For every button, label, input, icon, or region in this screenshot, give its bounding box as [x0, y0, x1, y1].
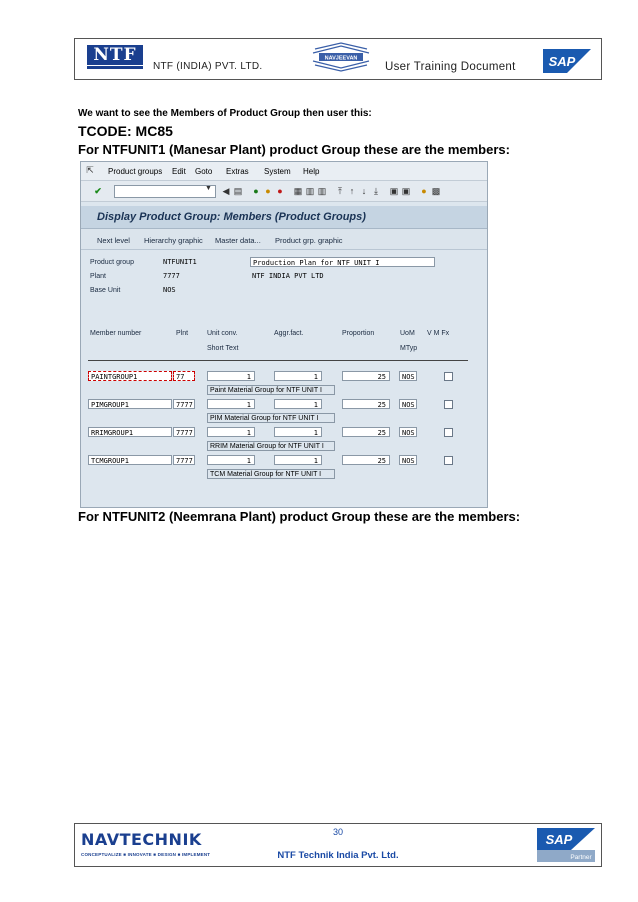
col-short-text: Short Text [207, 345, 239, 352]
menu-goto[interactable]: Goto [195, 167, 213, 176]
aggr-fact-field[interactable]: 1 [274, 399, 322, 409]
sap-partner-label: Partner [570, 854, 592, 861]
plant-cell[interactable]: 7777 [173, 427, 195, 437]
plant-label: Plant [90, 273, 106, 280]
col-unit-conv: Unit conv. [207, 330, 238, 337]
shortcut-icon[interactable]: ▣ [401, 186, 411, 196]
navjeevan-logo-text: NAVJEEVAN [324, 55, 358, 62]
base-unit-label: Base Unit [90, 287, 121, 294]
chevron-down-icon[interactable]: ▼ [205, 185, 212, 192]
tcode-heading: TCODE: MC85 [78, 123, 173, 139]
new-session-icon[interactable]: ▣ [389, 186, 399, 196]
proportion-field[interactable]: 25 [342, 371, 390, 381]
unit1-heading: For NTFUNIT1 (Manesar Plant) product Group these are the members: [78, 142, 510, 157]
back-icon[interactable]: ● [253, 186, 259, 196]
aggr-fact-field[interactable]: 1 [274, 455, 322, 465]
previous-page-icon[interactable]: ↑ [349, 186, 355, 196]
proportion-field[interactable]: 25 [342, 455, 390, 465]
col-plnt: Plnt [176, 330, 189, 337]
col-mtyp: MTyp [400, 345, 418, 352]
sap-screenshot [80, 161, 488, 508]
master-data-button[interactable]: Master data... [215, 236, 261, 245]
menu-edit[interactable]: Edit [172, 167, 186, 176]
product-group-label: Product group [90, 259, 134, 266]
fixed-checkbox[interactable] [444, 456, 453, 465]
plant-description: NTF INDIA PVT LTD [250, 271, 435, 281]
uom-field[interactable]: NOS [399, 427, 417, 437]
application-toolbar [81, 229, 487, 250]
unit2-heading: For NTFUNIT2 (Neemrana Plant) product Group these are the members: [78, 509, 521, 524]
short-text-field: PIM Material Group for NTF UNIT I [207, 413, 335, 423]
plant-cell[interactable]: 7777 [173, 399, 195, 409]
menu-product-groups[interactable]: Product groups [108, 167, 163, 176]
next-page-icon[interactable]: ↓ [361, 186, 367, 196]
base-unit-field: NOS [161, 285, 201, 295]
save-icon[interactable]: ▤ [233, 186, 243, 196]
ntf-logo-text: NTF [87, 45, 143, 65]
find-next-icon[interactable]: ▥ [317, 186, 327, 196]
header-company: NTF (INDIA) PVT. LTD. [153, 61, 263, 72]
cancel-icon[interactable]: ● [277, 186, 283, 196]
col-member-number: Member number [90, 330, 142, 337]
member-number-field[interactable]: TCMGROUP1 [88, 455, 172, 465]
short-text-field: TCM Material Group for NTF UNIT I [207, 469, 335, 479]
screen-title: Display Product Group: Members (Product Groups) [97, 211, 366, 223]
print-icon[interactable]: ▦ [293, 186, 303, 196]
fixed-checkbox[interactable] [444, 400, 453, 409]
uom-field[interactable]: NOS [399, 371, 417, 381]
sap-standard-toolbar [81, 181, 487, 202]
ntf-logo [87, 45, 143, 67]
uom-field[interactable]: NOS [399, 399, 417, 409]
fixed-checkbox[interactable] [444, 372, 453, 381]
col-vmfx: V M Fx [427, 330, 450, 337]
member-number-field[interactable]: PIMGROUP1 [88, 399, 172, 409]
enter-icon[interactable]: ✔ [94, 186, 102, 196]
product-group-field: NTFUNIT1 [161, 257, 239, 267]
proportion-field[interactable]: 25 [342, 427, 390, 437]
navtechnik-logo-text: NAVTECHNIK [81, 830, 202, 849]
first-page-icon[interactable]: ⤒ [338, 186, 342, 196]
page-footer [74, 823, 602, 867]
footer-company: NTF Technik India Pvt. Ltd. [277, 850, 399, 861]
header-separator [88, 360, 468, 361]
member-number-field[interactable]: RRIMGROUP1 [88, 427, 172, 437]
plant-cell[interactable]: 77 [173, 371, 195, 381]
sap-menu-bar [81, 162, 487, 181]
hierarchy-graphic-button[interactable]: Hierarchy graphic [144, 236, 203, 245]
back-arrow-icon[interactable]: ◀ [222, 186, 230, 196]
sap-partner-logo [537, 828, 595, 862]
help-icon[interactable]: ● [421, 186, 427, 196]
layout-menu-icon[interactable]: ▩ [431, 186, 441, 196]
menu-help[interactable]: Help [303, 167, 320, 176]
intro-text: We want to see the Members of Product Group then user this: [78, 108, 372, 119]
page-number: 30 [332, 827, 343, 837]
navtechnik-tagline: CONCEPTUALIZE ■ INNOVATE ■ DESIGN ■ IMPLEMENT [81, 852, 211, 857]
sap-title-bar [81, 206, 487, 229]
product-group-description: Production Plan for NTF UNIT I [250, 257, 435, 267]
plant-field: 7777 [161, 271, 241, 281]
product-grp-graphic-button[interactable]: Product grp. graphic [275, 236, 343, 245]
fixed-checkbox[interactable] [444, 428, 453, 437]
aggr-fact-field[interactable]: 1 [274, 371, 322, 381]
navjeevan-logo [305, 41, 377, 73]
find-icon[interactable]: ▥ [305, 186, 315, 196]
page-header [74, 38, 602, 80]
unit-conv-field[interactable]: 1 [207, 371, 255, 381]
unit-conv-field[interactable]: 1 [207, 399, 255, 409]
next-level-button[interactable]: Next level [97, 236, 130, 245]
ntf-logo-underline [87, 66, 143, 69]
aggr-fact-field[interactable]: 1 [274, 427, 322, 437]
member-number-field[interactable]: PAINTGROUP1 [88, 371, 172, 381]
command-field[interactable] [114, 185, 216, 198]
menu-exit-icon[interactable]: ⇱ [86, 165, 94, 175]
sap-logo [543, 49, 591, 73]
plant-cell[interactable]: 7777 [173, 455, 195, 465]
col-aggr-fact: Aggr.fact. [274, 330, 304, 337]
menu-system[interactable]: System [264, 167, 291, 176]
document-title: User Training Document [385, 61, 516, 73]
sap-partner-logo-text: SAP [545, 832, 573, 847]
col-proportion: Proportion [342, 330, 375, 337]
unit-conv-field[interactable]: 1 [207, 455, 255, 465]
short-text-field: RRIM Material Group for NTF UNIT I [207, 441, 335, 451]
last-page-icon[interactable]: ⤓ [374, 186, 378, 196]
sap-logo-text: SAP [548, 54, 576, 69]
proportion-field[interactable]: 25 [342, 399, 390, 409]
menu-extras[interactable]: Extras [226, 167, 249, 176]
short-text-field: Paint Material Group for NTF UNIT I [207, 385, 335, 395]
unit-conv-field[interactable]: 1 [207, 427, 255, 437]
exit-icon[interactable]: ● [265, 186, 271, 196]
uom-field[interactable]: NOS [399, 455, 417, 465]
col-uom: UoM [400, 330, 415, 337]
